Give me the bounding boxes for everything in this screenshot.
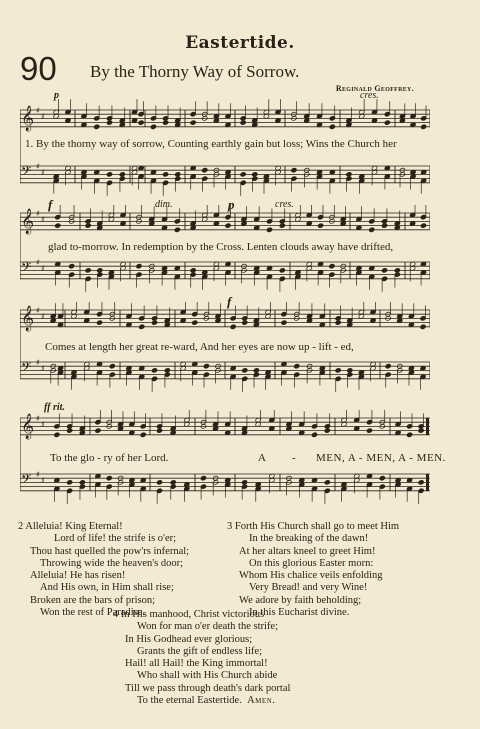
svg-text:♯: ♯	[36, 209, 40, 218]
svg-text:𝄢: 𝄢	[21, 259, 32, 278]
svg-text:𝄢: 𝄢	[21, 471, 32, 490]
dynamic-mark: p	[228, 197, 235, 212]
svg-text:𝄞: 𝄞	[21, 106, 35, 131]
dynamic-mark: f	[227, 294, 232, 309]
verse-line: Throwing wide the heaven's door;	[40, 557, 184, 569]
svg-text:♯: ♯	[41, 168, 45, 177]
dynamic-mark: ff rit.	[44, 402, 65, 413]
amen-mark: Amen.	[247, 695, 276, 707]
music-system-3	[20, 294, 430, 405]
composer-credit: Reginald Geoffrey.	[335, 84, 414, 93]
verse-line: On this glorious Easter morn:	[249, 557, 374, 569]
verse-line: Grants the gift of endless life;	[137, 645, 263, 657]
verse-line: Thou hast quelled the pow'rs infernal;	[30, 545, 190, 557]
lyric-line: To the glo - ry of her Lord.	[50, 452, 169, 464]
svg-text:𝄞: 𝄞	[21, 209, 35, 234]
verse-2	[18, 521, 189, 619]
section-title: Eastertide.	[185, 33, 295, 53]
music-system-1	[20, 90, 430, 206]
verse-line: Lord of life! the strife is o'er;	[54, 533, 177, 545]
dynamic-mark: f	[48, 197, 53, 212]
dynamic-mark: cres.	[275, 199, 294, 210]
verse-4	[113, 609, 290, 707]
verse-line: Till we pass through death's dark portal	[125, 682, 291, 694]
music-system-2	[20, 197, 430, 305]
svg-text:𝄞: 𝄞	[21, 414, 35, 439]
staff-notation	[20, 302, 430, 405]
svg-text:♯: ♯	[36, 470, 40, 479]
svg-text:♯: ♯	[41, 112, 45, 121]
svg-text:♯: ♯	[41, 364, 45, 373]
verse-3	[227, 521, 399, 619]
verse-line: Who shall with His Church abide	[137, 670, 278, 682]
verse-line: Won for man o'er death the strife;	[137, 621, 278, 633]
svg-text:♯: ♯	[41, 420, 45, 429]
lyric-line: 1. By the thorny way of sorrow, Counting earthly gain but loss; Wins the Church her	[25, 138, 397, 150]
hymn-title: By the Thorny Way of Sorrow.	[90, 62, 300, 81]
svg-text:𝄢: 𝄢	[21, 359, 32, 378]
verse-line: At her altars kneel to greet Him!	[239, 545, 376, 557]
staff-notation	[20, 205, 430, 305]
dynamic-mark: cres.	[360, 90, 379, 101]
dynamic-mark: dim.	[155, 199, 173, 210]
hymn-number: 90	[20, 50, 57, 87]
amen-line: MEN, A - MEN, A - MEN.	[316, 452, 446, 464]
amen-syllable: A	[258, 452, 266, 464]
verse-line: 2 Alleluia! King Eternal!	[18, 521, 123, 532]
verse-line: In this Eucharist divine.	[249, 607, 350, 619]
svg-text:♯: ♯	[36, 106, 40, 115]
svg-text:♯: ♯	[41, 312, 45, 321]
svg-text:♯: ♯	[36, 358, 40, 367]
verse-line	[113, 695, 290, 707]
verse-line: In His Godhead ever glorious;	[125, 633, 253, 645]
verse-line: Alleluia! He has risen!	[30, 570, 126, 582]
staff-notation	[20, 96, 430, 206]
verse-line: Whom His chalice veils enfolding	[239, 570, 383, 582]
dynamic-mark: p	[54, 90, 59, 101]
verse-line-text: To the eternal Eastertide.	[137, 695, 242, 707]
verse-line: Very Bread! and very Wine!	[249, 582, 368, 594]
verse-line: Won the rest of Paradise.	[40, 607, 145, 619]
amen-syllable: -	[292, 452, 296, 464]
verse-line: And His own, in Him shall rise;	[40, 582, 174, 594]
svg-text:♯: ♯	[36, 162, 40, 171]
verse-line: Hail! all Hail! the King immortal!	[125, 658, 268, 670]
svg-text:♯: ♯	[36, 414, 40, 423]
verse-line: 3 Forth His Church shall go to meet Him	[227, 521, 400, 532]
verse-line: Broken are the bars of prison;	[30, 594, 156, 606]
svg-text:𝄞: 𝄞	[21, 306, 35, 331]
svg-text:♯: ♯	[41, 264, 45, 273]
lyric-line: Comes at length her great re-ward, And her eyes are now up - lift - ed,	[45, 341, 354, 353]
verse-line: In the breaking of the dawn!	[249, 533, 369, 545]
svg-text:♯: ♯	[41, 476, 45, 485]
verse-line: We adore by faith beholding;	[239, 594, 362, 606]
svg-text:♯: ♯	[36, 258, 40, 267]
verse-line: 4 In His manhood, Christ victorious	[113, 609, 265, 620]
svg-text:♯: ♯	[36, 306, 40, 315]
lyric-line: glad to-morrow. In redemption by the Cross. Lenten clouds away have drifted,	[48, 241, 394, 253]
music-system-4	[20, 402, 446, 515]
svg-text:♯: ♯	[41, 215, 45, 224]
svg-text:𝄢: 𝄢	[21, 163, 32, 182]
